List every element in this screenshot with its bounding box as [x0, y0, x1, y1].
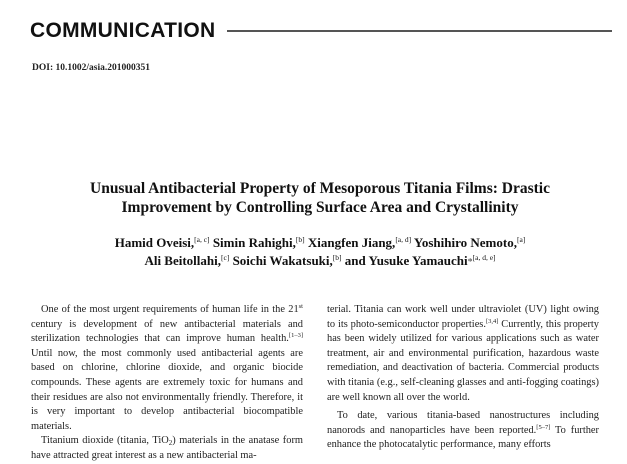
page-header	[30, 16, 610, 46]
author-affiliation: [a, d]	[395, 235, 412, 244]
doi-line: DOI: 10.1002/asia.201000351	[32, 63, 150, 73]
paragraph	[327, 409, 599, 453]
authors-line-2	[40, 252, 600, 272]
author-affiliation: [b]	[332, 253, 342, 262]
author-name: Simin Rahighi,	[212, 235, 296, 250]
text-run: terial. Titania can work well under ultraviolet (UV) light owing to its photo-semiconductor properties.	[327, 304, 599, 330]
and-word: and	[344, 253, 366, 268]
paragraph	[327, 303, 599, 405]
text-run: Until now, the most commonly used antibacterial agents are based on chlorine, chlorine dioxide, and organic biocide compounds. These agents are extremely toxic for humans and their residues are also not environmentally friendly. Therefore, it is very important to develop antibacterial biocompatible materials.	[31, 347, 303, 432]
paragraph	[31, 303, 303, 434]
author-name: Yoshihiro Nemoto,	[413, 235, 517, 250]
section-label: COMMUNICATION	[30, 19, 216, 42]
corresponding-author-star: *	[467, 257, 473, 268]
citation-ref[interactable]: [1–3]	[288, 332, 303, 340]
author-affiliation: [a, c]	[194, 235, 210, 244]
author-name: Xiangfen Jiang,	[307, 235, 396, 250]
citation-ref[interactable]: [3,4]	[485, 317, 499, 325]
subscript: 2	[168, 439, 173, 448]
paragraph	[31, 434, 303, 463]
title-line-2: Improvement by Controlling Surface Area and Crystallinity	[121, 199, 519, 216]
body-column-right	[327, 303, 599, 453]
article-title	[40, 179, 600, 217]
author-name: Soichi Wakatsuki,	[232, 253, 333, 268]
text-run: Currently, this property has been widely utilized for various applications such as water treatment, air and environmental purification, hazardous waste remediation, and deactivation of bacteria. Commercial products with titania (e.g., self-cleaning glasses and anti-fogging coatings) are well known all over the world.	[327, 318, 599, 403]
text-run: One of the most urgent requirements of human life in the 21	[41, 304, 299, 315]
ordinal-suffix: st	[298, 303, 303, 310]
author-affiliation: [a]	[516, 235, 526, 244]
author-name: Hamid Oveisi,	[114, 235, 195, 250]
text-run: century is development of new antibacterial materials and sterilization technologies that can improve human health.	[31, 318, 303, 345]
header-rule	[227, 30, 612, 32]
text-run: To further enhance the photocatalytic performance, many efforts	[327, 424, 600, 451]
text-run: Titanium dioxide (titania, TiO	[41, 435, 169, 447]
citation-ref[interactable]: [5–7]	[536, 423, 551, 431]
author-name: Ali Beitollahi,	[144, 253, 221, 268]
author-affiliation: [a, d, e]	[472, 253, 496, 262]
author-affiliation: [b]	[295, 235, 305, 244]
title-line-1: Unusual Antibacterial Property of Mesoporous Titania Films: Drastic	[90, 180, 550, 197]
body-column-left	[31, 303, 303, 464]
text-run: ) materials in the anatase form have attracted great interest as a new antibacterial ma-	[31, 435, 303, 461]
authors-line-1	[40, 234, 600, 252]
author-name: Yusuke Yamauchi	[368, 253, 468, 268]
text-run: To date, various titania-based nanostructures including nanorods and nanoparticles have been reported.	[327, 410, 599, 436]
author-list	[40, 234, 600, 272]
author-affiliation: [c]	[221, 253, 230, 262]
